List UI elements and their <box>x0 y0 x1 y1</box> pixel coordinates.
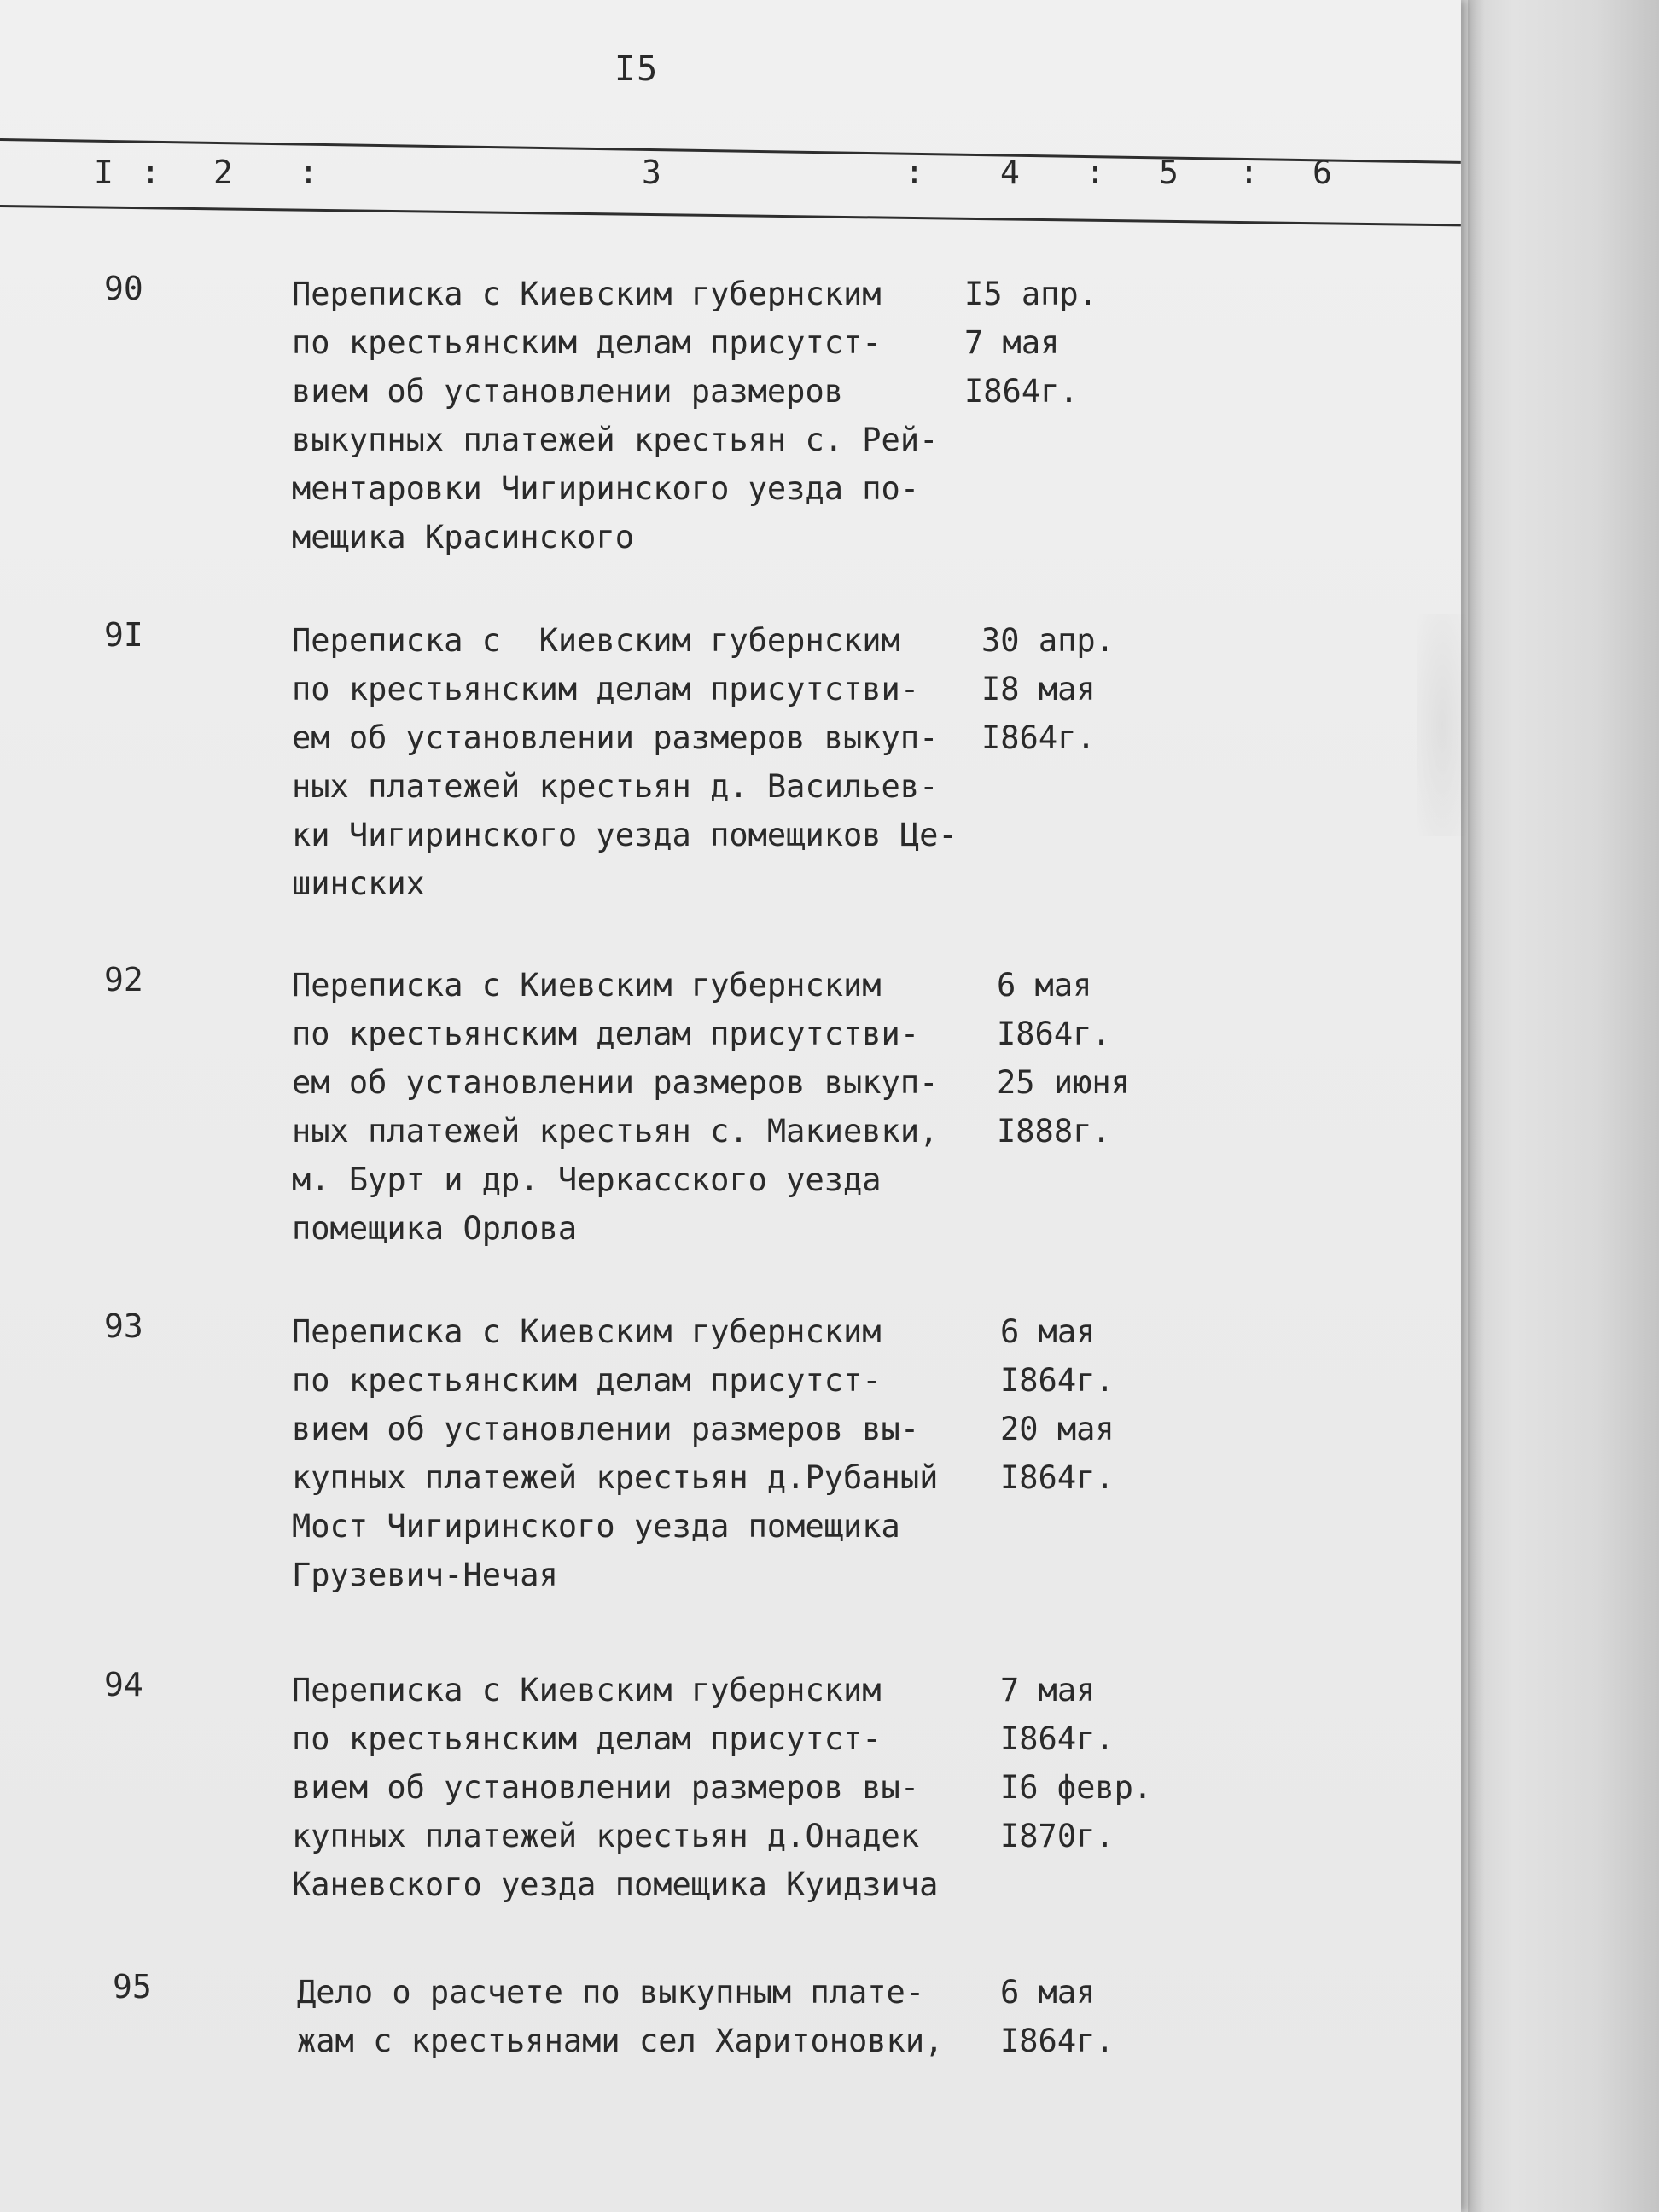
description-line: по крестьянским делам присутст- <box>292 1362 882 1399</box>
column-separator: : <box>1239 154 1259 191</box>
date-line: 6 мая <box>1000 1974 1096 2011</box>
description-line: мещика Красинского <box>292 519 634 556</box>
date-line: 25 июня <box>997 1064 1130 1101</box>
date-line: I864г. <box>1000 1720 1115 1757</box>
column-header-3: 3 <box>642 154 661 191</box>
date-line: I5 апр. <box>964 276 1097 312</box>
entry-dates <box>1000 1968 1188 2065</box>
description-line: Каневского уезда помещика Куидзича <box>292 1866 939 1903</box>
entry-number: 93 <box>104 1307 143 1345</box>
date-line: 6 мая <box>997 967 1092 1004</box>
column-separator: : <box>141 154 160 191</box>
entry-dates <box>981 616 1169 762</box>
description-line: вием об установлении размеров <box>292 373 844 410</box>
column-header-5: 5 <box>1159 154 1179 191</box>
entry-number: 90 <box>104 270 143 307</box>
description-line: Переписка с Киевским губернским <box>292 1313 882 1350</box>
entry-number: 92 <box>104 961 143 998</box>
description-line: по крестьянским делам присутстви- <box>292 671 920 707</box>
description-line: ных платежей крестьян д. Васильев- <box>292 768 939 805</box>
date-line: I864г. <box>997 1016 1111 1052</box>
description-line: ки Чигиринского уезда помещиков Це- <box>292 817 958 853</box>
description-line: вием об установлении размеров вы- <box>292 1411 920 1447</box>
column-header-4: 4 <box>1000 154 1020 191</box>
description-line: помещика Орлова <box>292 1210 578 1247</box>
description-line: Переписка с Киевским губернским <box>292 967 882 1004</box>
description-line: Переписка с Киевским губернским <box>292 1672 882 1708</box>
entry-dates <box>1000 1666 1188 1860</box>
date-line: I864г. <box>1000 2023 1115 2059</box>
column-header-1: I <box>94 154 114 191</box>
description-line: по крестьянским делам присутст- <box>292 1720 882 1757</box>
entry-description <box>292 270 992 562</box>
column-header-6: 6 <box>1313 154 1332 191</box>
date-line: 7 мая <box>1000 1672 1096 1708</box>
description-line: Дело о расчете по выкупным плате- <box>297 1974 925 2011</box>
description-line: ем об установлении размеров выкуп- <box>292 1064 939 1101</box>
header-rule-bottom <box>0 205 1461 226</box>
entry-description <box>292 1666 992 1909</box>
underlying-page-shadow <box>1468 0 1659 2212</box>
column-separator: : <box>905 154 924 191</box>
entry-number: 9I <box>104 616 143 654</box>
description-line: по крестьянским делам присутстви- <box>292 1016 920 1052</box>
entry-number: 94 <box>104 1666 143 1703</box>
column-header-2: 2 <box>213 154 233 191</box>
entry-description <box>292 1307 992 1599</box>
description-line: Мост Чигиринского уезда помещика <box>292 1508 900 1545</box>
date-line: 7 мая <box>964 324 1060 361</box>
description-line: по крестьянским делам присутст- <box>292 324 882 361</box>
description-line: ментаровки Чигиринского уезда по- <box>292 470 920 507</box>
description-line: жам с крестьянами сел Харитоновки, <box>297 2023 944 2059</box>
column-separator: : <box>299 154 318 191</box>
description-line: Грузевич-Нечая <box>292 1557 558 1593</box>
entry-dates <box>1000 1307 1188 1502</box>
date-line: 30 апр. <box>981 622 1115 659</box>
description-line: шинских <box>292 865 425 902</box>
date-line: 20 мая <box>1000 1411 1115 1447</box>
column-separator: : <box>1086 154 1105 191</box>
description-line: ных платежей крестьян с. Макиевки, <box>292 1113 939 1150</box>
date-line: I888г. <box>997 1113 1111 1150</box>
date-line: I6 февр. <box>1000 1769 1153 1806</box>
description-line: ем об установлении размеров выкуп- <box>292 719 939 756</box>
date-line: I8 мая <box>981 671 1096 707</box>
date-line: I864г. <box>964 373 1079 410</box>
entry-number: 95 <box>113 1968 152 2005</box>
description-line: купных платежей крестьян д.Рубаный <box>292 1459 939 1496</box>
description-line: вием об установлении размеров вы- <box>292 1769 920 1806</box>
description-line: купных платежей крестьян д.Онадек <box>292 1818 920 1854</box>
date-line: I864г. <box>1000 1459 1115 1496</box>
description-line: выкупных платежей крестьян с. Рей- <box>292 422 939 458</box>
entry-dates <box>964 270 1152 416</box>
page-number: I5 <box>614 49 660 89</box>
entry-dates <box>997 961 1185 1155</box>
entry-description <box>292 616 992 908</box>
entry-description <box>292 961 992 1253</box>
entry-description <box>297 1968 997 2065</box>
paper-fold-shading <box>1417 614 1468 836</box>
date-line: I870г. <box>1000 1818 1115 1854</box>
column-header-row <box>0 154 1461 205</box>
date-line: I864г. <box>1000 1362 1115 1399</box>
description-line: м. Бурт и др. Черкасского уезда <box>292 1161 882 1198</box>
description-line: Переписка с Киевским губернским <box>292 276 882 312</box>
date-line: 6 мая <box>1000 1313 1096 1350</box>
date-line: I864г. <box>981 719 1096 756</box>
description-line: Переписка с Киевским губернским <box>292 622 900 659</box>
